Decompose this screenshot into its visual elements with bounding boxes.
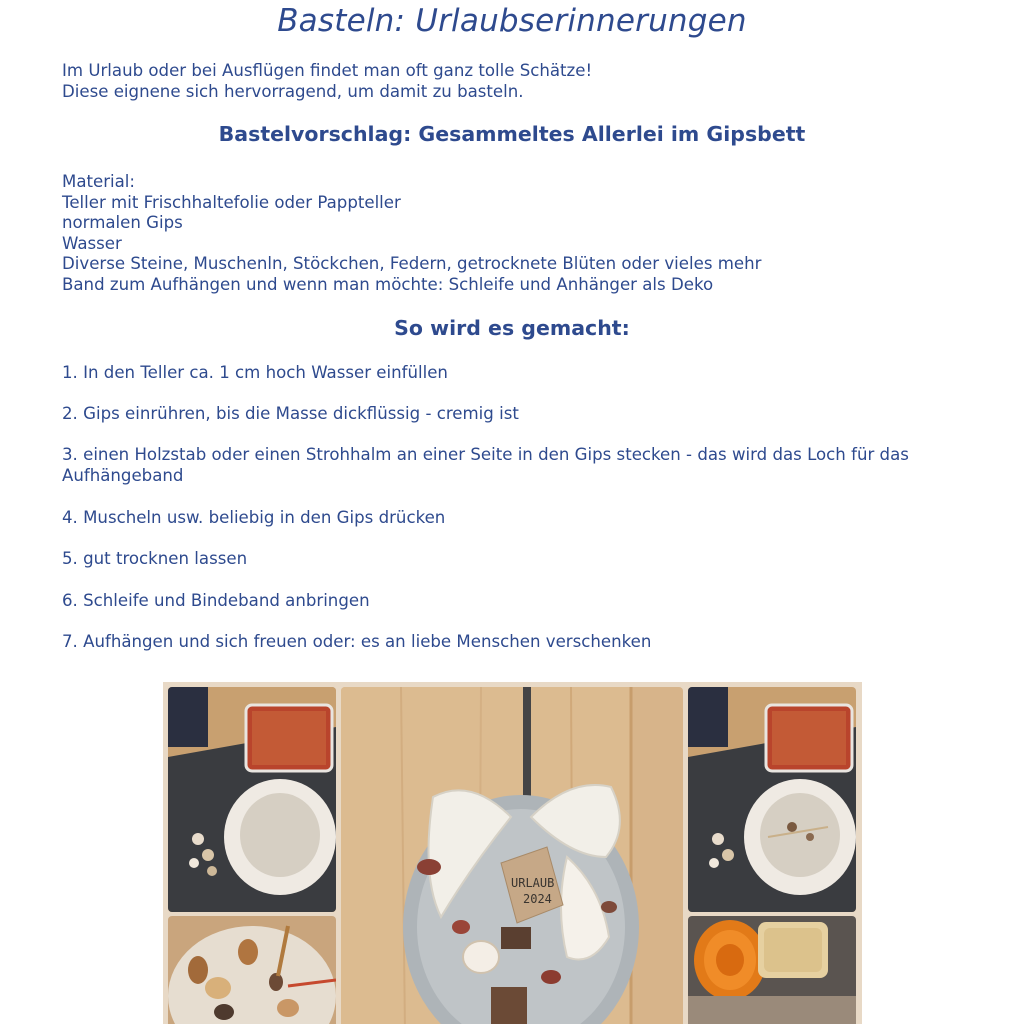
photo-shells-in-plaster	[168, 916, 336, 1024]
suggestion-heading: Bastelvorschlag: Gesammeltes Allerlei im Gipsbett	[218, 122, 806, 146]
material-item: normalen Gips	[62, 213, 183, 233]
intro-line: Im Urlaub oder bei Ausflügen findet man oft ganz tolle Schätze!	[62, 61, 593, 80]
step-item: 6. Schleife und Bindeband anbringen	[62, 591, 370, 610]
material-item: Diverse Steine, Muschenln, Stöckchen, Federn, getrocknete Blüten oder vieles mehr	[62, 254, 762, 274]
tag-text-2: 2024	[523, 892, 552, 906]
step-item: 3. einen Holzstab oder einen Strohhalm an einer Seite in den Gips stecken - das wird das Loch für das Aufhängeband	[62, 445, 909, 485]
intro-line: Diese eignene sich hervorragend, um damit zu basteln.	[62, 81, 524, 101]
material-item: Band zum Aufhängen und wenn man möchte: Schleife und Anhänger als Deko	[62, 274, 714, 294]
steps-heading: So wird es gemacht:	[394, 316, 630, 340]
step-item: 5. gut trocknen lassen	[62, 549, 248, 568]
step-item: 1. In den Teller ca. 1 cm hoch Wasser einfüllen	[62, 363, 448, 382]
photo-plaster-plate	[168, 687, 336, 912]
intro-text	[62, 61, 982, 102]
material-item: Wasser	[62, 233, 122, 253]
material-list	[62, 172, 982, 296]
step-item: 2. Gips einrühren, bis die Masse dickflüssig - cremig ist	[62, 404, 519, 423]
step-item: 7. Aufhängen und sich freuen oder: es an liebe Menschen verschenken	[62, 632, 652, 651]
tag-text-1: URLAUB	[511, 876, 555, 890]
photo-decoration-materials	[688, 916, 856, 1024]
material-item: Teller mit Frischhaltefolie oder Pappteller	[62, 192, 401, 212]
photo-finished-plaque	[341, 687, 683, 1024]
step-item: 4. Muscheln usw. beliebig in den Gips drücken	[62, 508, 446, 527]
photo-plaster-with-shells	[688, 687, 856, 912]
photo-collage	[163, 682, 862, 1024]
material-label: Material:	[62, 172, 136, 191]
page-title: Basteln: Urlaubserinnerungen	[277, 3, 747, 39]
